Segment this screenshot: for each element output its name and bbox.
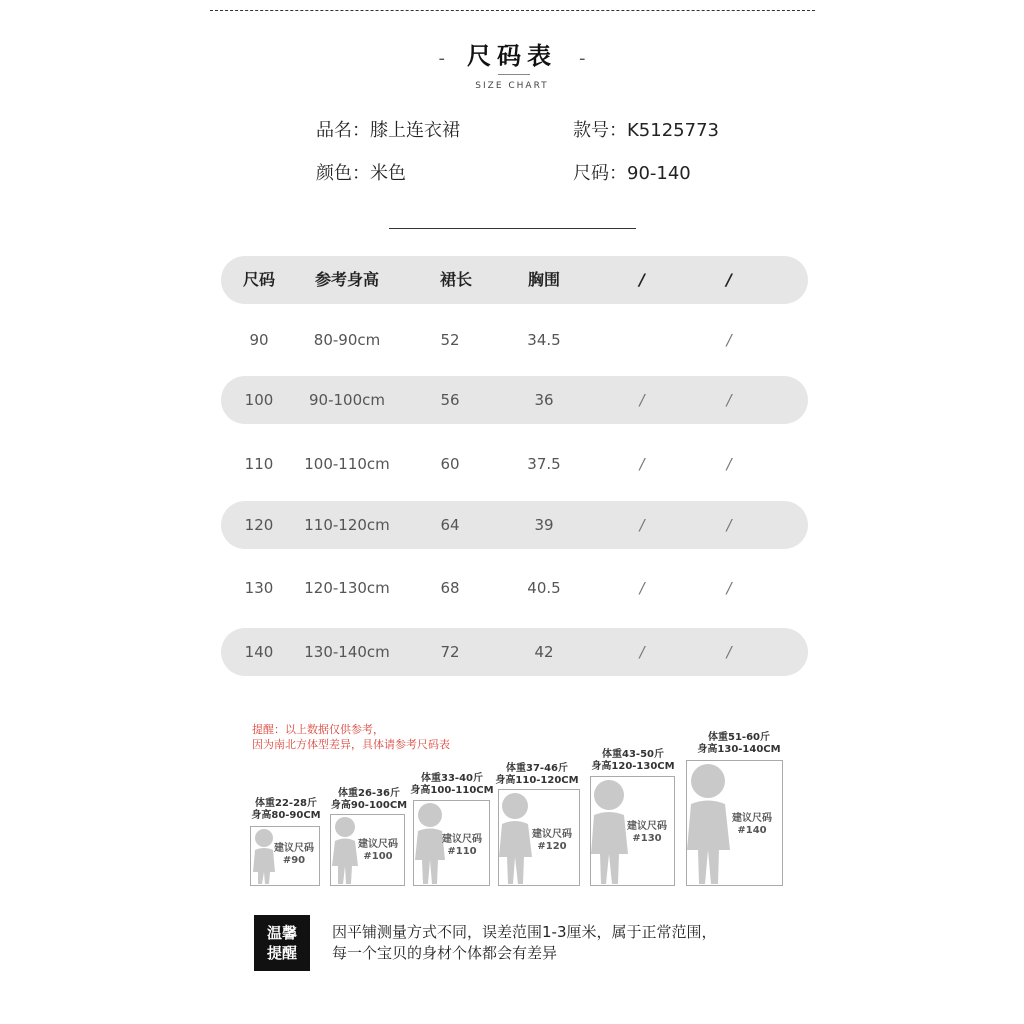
cell-bust: 42 — [534, 643, 554, 661]
cell-ref-height: 100-110cm — [304, 455, 390, 473]
kid-suggest-label: 建议尺码 — [274, 843, 314, 854]
cell-length: 72 — [440, 643, 460, 661]
kid-weight: 体重26-36斤 — [338, 788, 400, 799]
kid-suggest-label: 建议尺码 — [627, 821, 667, 832]
tip-badge-line-1: 温馨 — [266, 924, 297, 942]
product-size-range — [573, 159, 691, 185]
kid-label — [331, 788, 407, 812]
tip-badge-line-2: 提醒 — [266, 944, 297, 962]
product-code — [573, 116, 719, 142]
title-dash-right: - — [579, 48, 586, 69]
kid-label — [697, 732, 780, 756]
kid-suggest-size: #110 — [447, 846, 477, 857]
page-title — [0, 36, 1024, 71]
kid-height: 身高120-130CM — [591, 761, 675, 772]
kid-weight: 体重33-40斤 — [421, 773, 483, 784]
cell-size: 100 — [244, 391, 274, 409]
cell-ref-height: 110-120cm — [304, 516, 390, 534]
header-size: 尺码 — [242, 270, 276, 289]
kid-suggest-size: #100 — [363, 851, 393, 862]
kid-weight: 体重22-28斤 — [255, 798, 317, 809]
product-code-label: 款号： — [573, 120, 627, 141]
product-name-label: 品名： — [316, 120, 370, 141]
kid-weight: 体重51-60斤 — [708, 732, 770, 743]
kid-suggest-size: #90 — [282, 855, 306, 866]
cell-length: 68 — [440, 579, 460, 597]
cell-ref-height: 130-140cm — [304, 643, 390, 661]
cell-ref-height: 90-100cm — [309, 391, 385, 409]
title-text: 尺码表 — [467, 42, 557, 70]
kid-label — [410, 773, 493, 797]
table-row — [221, 564, 808, 612]
table-row — [221, 440, 808, 488]
reminder-line-2: 因为南北方体型差异，具体请参考尺码表 — [252, 738, 450, 751]
cell-blank-1: / — [639, 579, 645, 597]
kid-suggest-label: 建议尺码 — [732, 813, 772, 824]
kid-label — [495, 763, 578, 787]
page-subtitle: SIZE CHART — [475, 81, 549, 91]
table-header-row — [221, 256, 808, 304]
product-name — [316, 116, 460, 142]
cell-blank-1: / — [639, 643, 645, 661]
top-dashed-divider — [210, 10, 815, 11]
product-color — [316, 159, 406, 185]
child-silhouette-icon — [686, 760, 736, 886]
cell-length: 64 — [440, 516, 460, 534]
cell-ref-height: 120-130cm — [304, 579, 390, 597]
kid-height: 身高110-120CM — [495, 775, 579, 786]
table-row — [221, 316, 808, 364]
kid-suggest — [442, 834, 482, 858]
kid-suggest-label: 建议尺码 — [532, 829, 572, 840]
cell-bust: 39 — [534, 516, 554, 534]
size-reminder-note — [252, 722, 450, 752]
kid-suggest-label: 建议尺码 — [358, 839, 398, 850]
cell-bust: 40.5 — [527, 579, 561, 597]
tip-line-2: 每一个宝贝的身材个体都会有差异 — [332, 944, 558, 962]
kid-suggest — [358, 839, 398, 863]
warm-tip-text — [332, 922, 717, 964]
product-size-label: 尺码： — [573, 163, 627, 184]
warm-tip-badge — [254, 915, 310, 971]
cell-blank-2: / — [726, 579, 732, 597]
cell-size: 140 — [244, 643, 274, 661]
section-divider — [389, 228, 636, 229]
product-color-value: 米色 — [370, 163, 406, 184]
kid-suggest — [732, 813, 772, 837]
kid-height: 身高100-110CM — [410, 785, 494, 796]
cell-size: 130 — [244, 579, 274, 597]
cell-length: 60 — [440, 455, 460, 473]
kid-height: 身高80-90CM — [251, 810, 321, 821]
cell-length: 52 — [440, 331, 460, 349]
product-size-value: 90-140 — [627, 163, 691, 184]
product-name-value: 膝上连衣裙 — [370, 120, 460, 141]
cell-size: 90 — [249, 331, 269, 349]
cell-bust: 37.5 — [527, 455, 561, 473]
kid-suggest-label: 建议尺码 — [442, 834, 482, 845]
header-bust: 胸围 — [527, 270, 561, 289]
kid-suggest-size: #120 — [537, 841, 567, 852]
product-code-value: K5125773 — [627, 120, 719, 141]
cell-ref-height: 80-90cm — [313, 331, 381, 349]
kid-height: 身高90-100CM — [330, 800, 408, 811]
cell-blank-2: / — [726, 516, 732, 534]
cell-blank-1: / — [639, 391, 645, 409]
cell-blank-1: / — [639, 455, 645, 473]
cell-size: 110 — [244, 455, 274, 473]
kid-suggest-size: #130 — [632, 833, 662, 844]
header-blank-1: / — [639, 270, 645, 289]
kid-label — [591, 749, 674, 773]
cell-blank-2: / — [726, 643, 732, 661]
kid-weight: 体重37-46斤 — [506, 763, 568, 774]
cell-length: 56 — [440, 391, 460, 409]
table-row — [221, 376, 808, 424]
header-blank-2: / — [726, 270, 732, 289]
product-color-label: 颜色： — [316, 163, 370, 184]
subtitle-underline — [498, 74, 530, 75]
cell-blank-1: / — [639, 516, 645, 534]
table-row — [221, 628, 808, 676]
kid-label — [251, 798, 320, 822]
kid-suggest-size: #140 — [737, 825, 767, 836]
cell-blank-2: / — [726, 391, 732, 409]
cell-blank-2: / — [726, 455, 732, 473]
table-row — [221, 501, 808, 549]
kid-suggest — [627, 821, 667, 845]
reminder-line-1: 提醒：以上数据仅供参考， — [252, 723, 384, 736]
kid-suggest — [274, 843, 314, 867]
tip-line-1: 因平铺测量方式不同，误差范围1-3厘米，属于正常范围， — [332, 923, 717, 941]
cell-bust: 36 — [534, 391, 554, 409]
title-dash-left: - — [438, 48, 445, 69]
kid-suggest — [532, 829, 572, 853]
header-ref-height: 参考身高 — [314, 270, 380, 289]
cell-size: 120 — [244, 516, 274, 534]
cell-blank-2: / — [726, 331, 732, 349]
kid-height: 身高130-140CM — [697, 744, 781, 755]
header-length: 裙长 — [439, 270, 473, 289]
kid-weight: 体重43-50斤 — [602, 749, 664, 760]
cell-bust: 34.5 — [527, 331, 561, 349]
